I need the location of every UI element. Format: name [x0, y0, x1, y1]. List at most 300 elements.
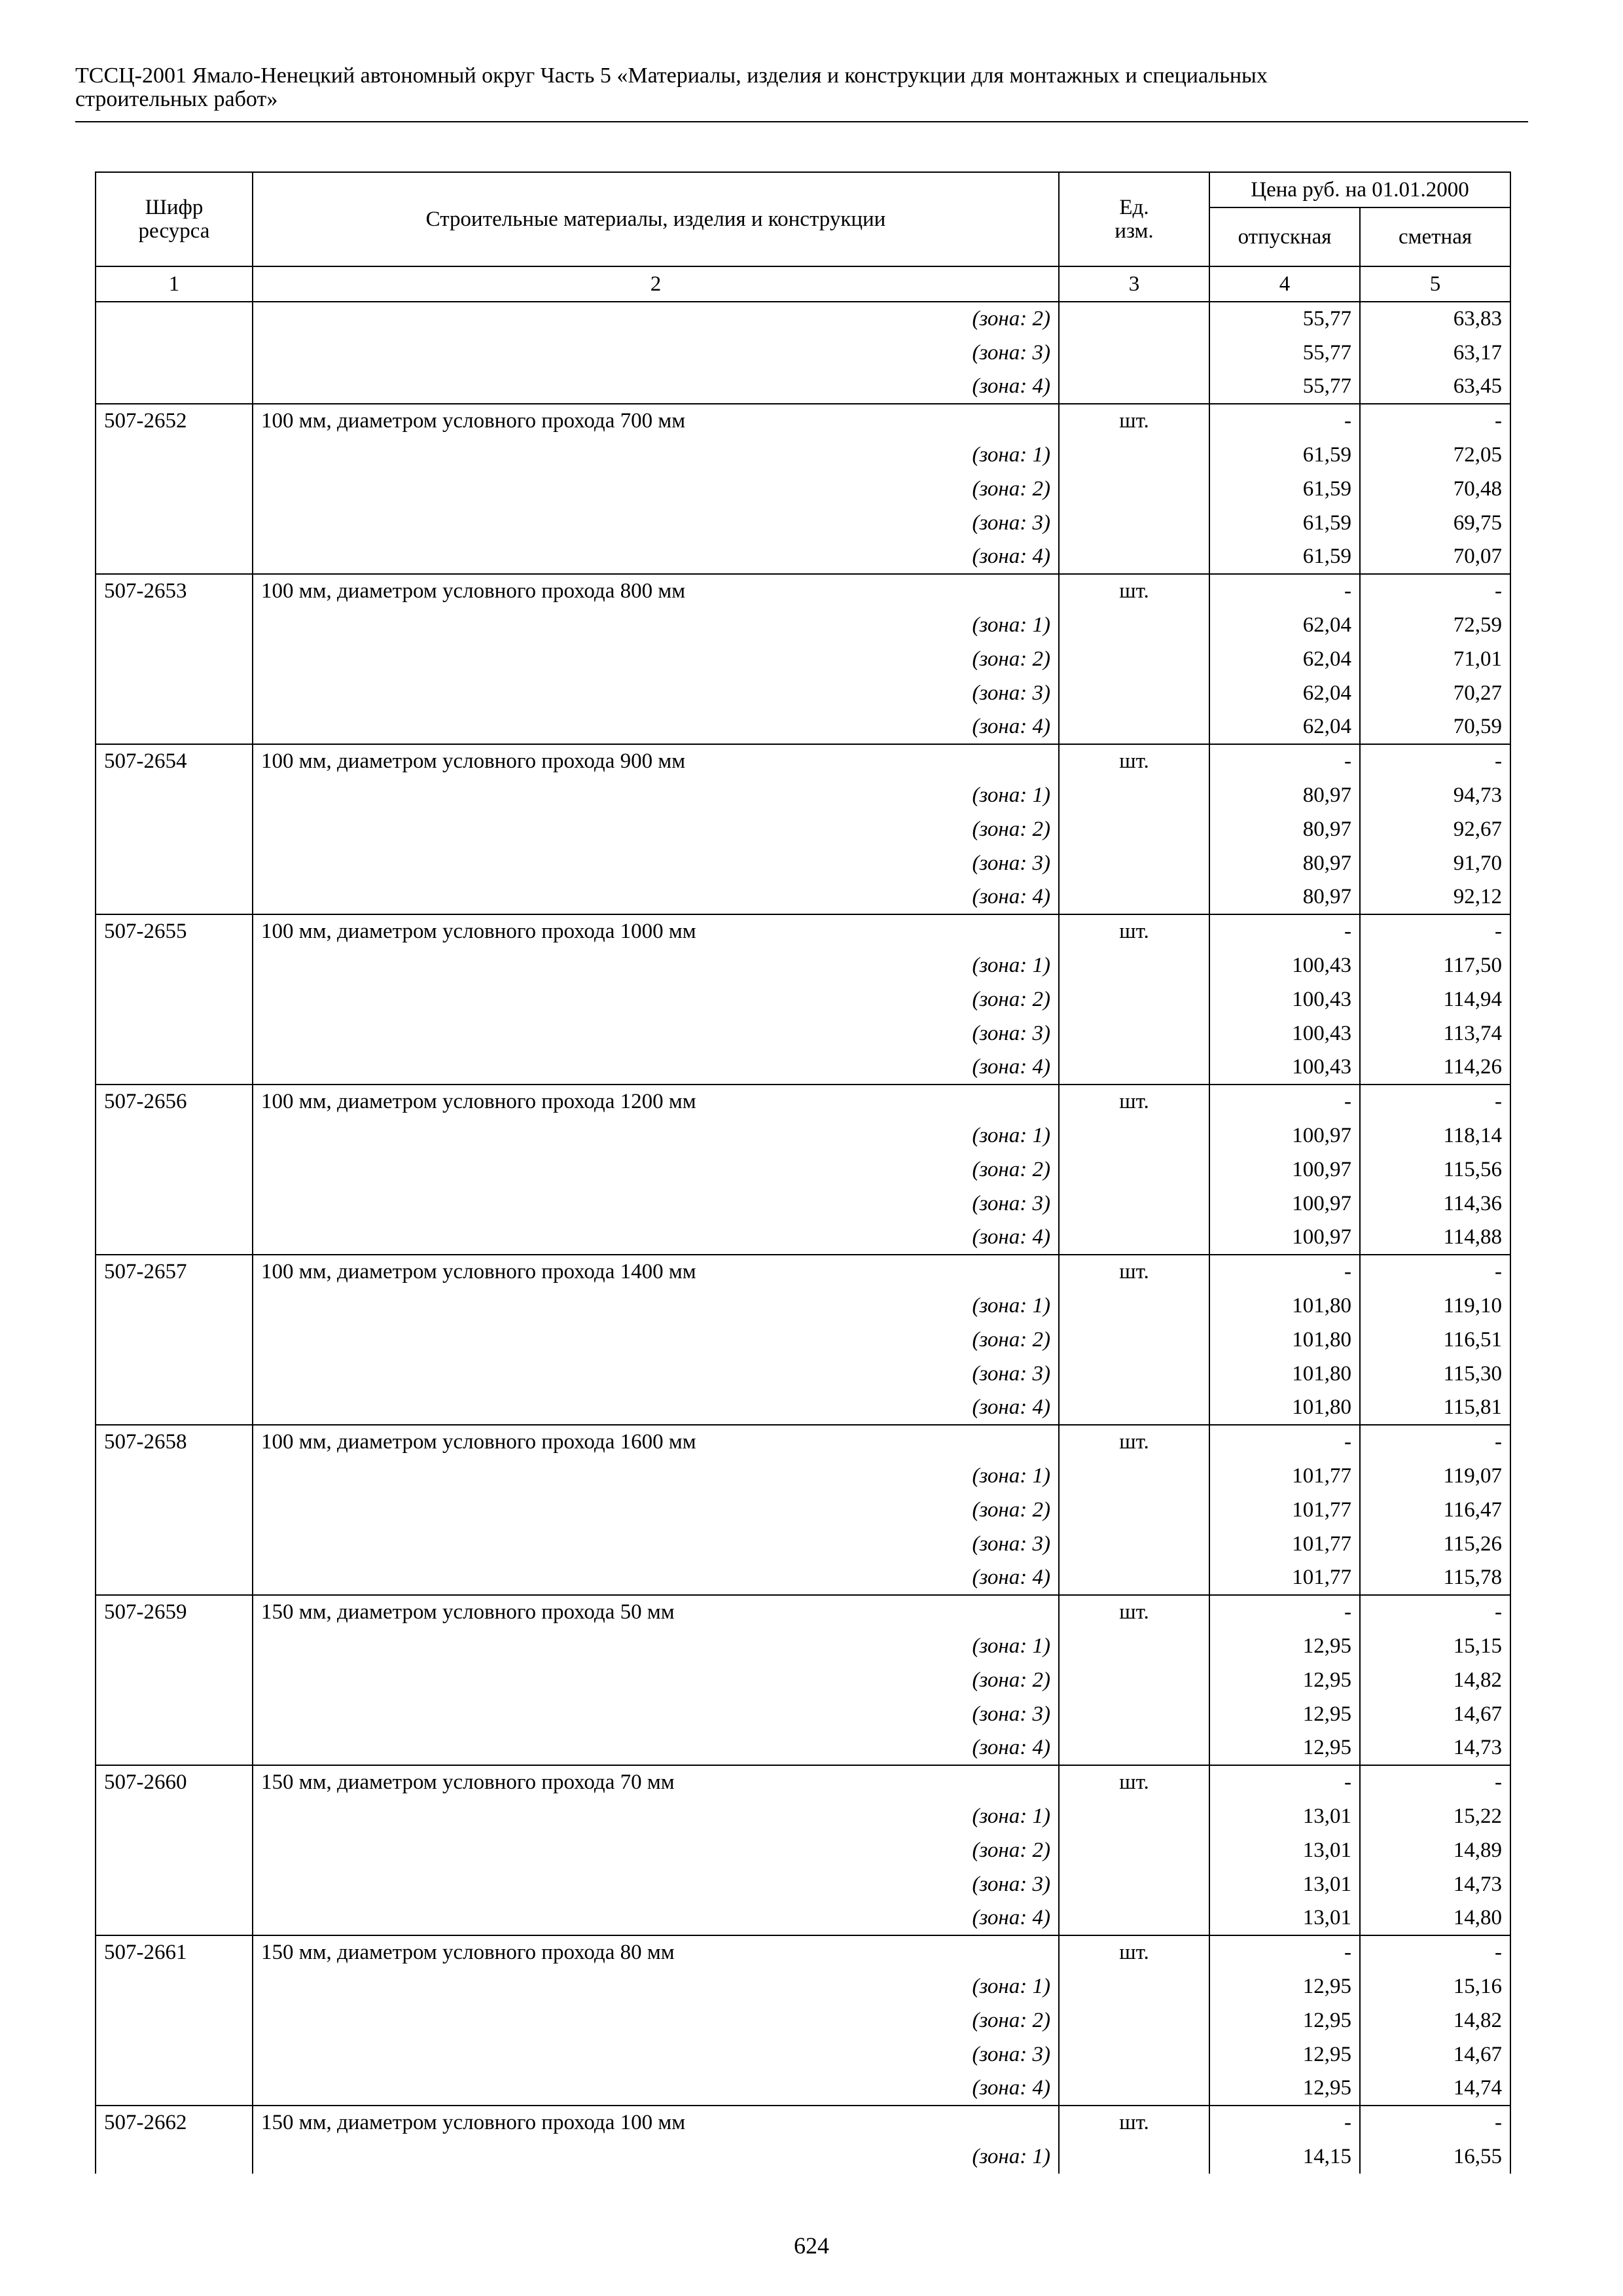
- estimate-price: 63,17: [1360, 336, 1510, 370]
- estimate-price: 72,59: [1360, 608, 1510, 642]
- unit-cell: [1059, 2037, 1209, 2072]
- release-price: 100,43: [1209, 982, 1360, 1016]
- unit-cell: [1059, 1833, 1209, 1867]
- header-release-price: отпускная: [1209, 207, 1360, 266]
- table-row: [96, 1425, 1510, 1459]
- zone-label: (зона: 1): [253, 1629, 1059, 1663]
- resource-name: 100 мм, диаметром условного прохода 1600 мм: [253, 1425, 1059, 1459]
- unit-cell: [1059, 540, 1209, 574]
- zone-row: [96, 1153, 1510, 1187]
- table-row: [96, 2106, 1510, 2140]
- zone-row: [96, 1221, 1510, 1255]
- estimate-price: 92,67: [1360, 812, 1510, 846]
- zone-label: (зона: 2): [253, 1493, 1059, 1527]
- unit-cell: [1059, 1969, 1209, 2003]
- release-price: -: [1209, 2106, 1360, 2140]
- unit-cell: [1059, 710, 1209, 744]
- code-cell: [96, 302, 253, 336]
- zone-row: [96, 1663, 1510, 1697]
- zone-row: [96, 982, 1510, 1016]
- release-price: -: [1209, 914, 1360, 948]
- code-cell: [96, 642, 253, 676]
- zone-row: [96, 1833, 1510, 1867]
- code-cell: [96, 1221, 253, 1255]
- release-price: 12,95: [1209, 2072, 1360, 2106]
- release-price: 101,77: [1209, 1493, 1360, 1527]
- zone-row: [96, 1867, 1510, 1901]
- zone-row: [96, 472, 1510, 506]
- unit: шт.: [1059, 914, 1209, 948]
- zone-label: (зона: 4): [253, 1901, 1059, 1935]
- code-cell: [96, 540, 253, 574]
- zone-label: (зона: 4): [253, 2072, 1059, 2106]
- unit-cell: [1059, 336, 1209, 370]
- zone-label: (зона: 3): [253, 1357, 1059, 1391]
- zone-label: (зона: 3): [253, 506, 1059, 540]
- resource-code: 507-2662: [96, 2106, 253, 2140]
- release-price: 62,04: [1209, 710, 1360, 744]
- release-price: 12,95: [1209, 2003, 1360, 2037]
- table-body: [96, 302, 1510, 2174]
- zone-label: (зона: 4): [253, 1731, 1059, 1765]
- resource-name: 100 мм, диаметром условного прохода 800 мм: [253, 574, 1059, 608]
- release-price: 101,77: [1209, 1459, 1360, 1493]
- zone-row: [96, 676, 1510, 710]
- unit-cell: [1059, 1119, 1209, 1153]
- code-cell: [96, 1289, 253, 1323]
- release-price: 80,97: [1209, 846, 1360, 880]
- zone-row: [96, 540, 1510, 574]
- zone-row: [96, 1561, 1510, 1595]
- column-number-5: 5: [1360, 266, 1510, 302]
- unit-cell: [1059, 472, 1209, 506]
- unit-cell: [1059, 676, 1209, 710]
- code-cell: [96, 846, 253, 880]
- code-cell: [96, 1663, 253, 1697]
- unit-cell: [1059, 982, 1209, 1016]
- resource-code: 507-2655: [96, 914, 253, 948]
- unit-cell: [1059, 880, 1209, 914]
- zone-label: (зона: 3): [253, 1187, 1059, 1221]
- code-cell: [96, 2037, 253, 2072]
- zone-label: (зона: 2): [253, 982, 1059, 1016]
- code-cell: [96, 1527, 253, 1561]
- release-price: 13,01: [1209, 1867, 1360, 1901]
- table-header: [96, 172, 1510, 302]
- zone-label: (зона: 3): [253, 2037, 1059, 2072]
- document-header: [75, 64, 1528, 111]
- release-price: 80,97: [1209, 812, 1360, 846]
- table-row: [96, 1765, 1510, 1799]
- release-price: 13,01: [1209, 1833, 1360, 1867]
- estimate-price: -: [1360, 1425, 1510, 1459]
- zone-label: (зона: 1): [253, 2140, 1059, 2174]
- unit: шт.: [1059, 1765, 1209, 1799]
- zone-row: [96, 1969, 1510, 2003]
- unit: шт.: [1059, 1255, 1209, 1289]
- zone-label: (зона: 1): [253, 1799, 1059, 1833]
- unit-cell: [1059, 1493, 1209, 1527]
- code-cell: [96, 812, 253, 846]
- zone-row: [96, 1187, 1510, 1221]
- estimate-price: 115,81: [1360, 1391, 1510, 1425]
- zone-label: (зона: 1): [253, 438, 1059, 472]
- release-price: -: [1209, 744, 1360, 778]
- zone-label: (зона: 2): [253, 1663, 1059, 1697]
- estimate-price: -: [1360, 1765, 1510, 1799]
- release-price: -: [1209, 1425, 1360, 1459]
- estimate-price: 116,47: [1360, 1493, 1510, 1527]
- estimate-price: 116,51: [1360, 1323, 1510, 1357]
- unit-cell: [1059, 642, 1209, 676]
- zone-label: (зона: 3): [253, 336, 1059, 370]
- zone-row: [96, 1016, 1510, 1050]
- release-price: 101,80: [1209, 1289, 1360, 1323]
- estimate-price: -: [1360, 574, 1510, 608]
- estimate-price: 115,30: [1360, 1357, 1510, 1391]
- estimate-price: -: [1360, 1935, 1510, 1969]
- code-cell: [96, 1357, 253, 1391]
- unit-cell: [1059, 2003, 1209, 2037]
- estimate-price: 114,88: [1360, 1221, 1510, 1255]
- estimate-price: 14,89: [1360, 1833, 1510, 1867]
- estimate-price: 14,82: [1360, 1663, 1510, 1697]
- header-title-line-2: строительных работ»: [75, 87, 278, 111]
- release-price: -: [1209, 1085, 1360, 1119]
- code-cell: [96, 1153, 253, 1187]
- estimate-price: 115,26: [1360, 1527, 1510, 1561]
- unit: шт.: [1059, 744, 1209, 778]
- estimate-price: 70,48: [1360, 472, 1510, 506]
- table-row: [96, 1085, 1510, 1119]
- estimate-price: 115,56: [1360, 1153, 1510, 1187]
- estimate-price: -: [1360, 2106, 1510, 2140]
- unit-cell: [1059, 1050, 1209, 1085]
- unit-cell: [1059, 1391, 1209, 1425]
- resource-code: 507-2660: [96, 1765, 253, 1799]
- unit-cell: [1059, 1799, 1209, 1833]
- estimate-price: 14,73: [1360, 1867, 1510, 1901]
- zone-row: [96, 336, 1510, 370]
- zone-row: [96, 1391, 1510, 1425]
- code-cell: [96, 1187, 253, 1221]
- unit-cell: [1059, 948, 1209, 982]
- zone-label: (зона: 4): [253, 710, 1059, 744]
- estimate-price: 14,67: [1360, 1697, 1510, 1731]
- zone-row: [96, 1629, 1510, 1663]
- code-cell: [96, 676, 253, 710]
- estimate-price: -: [1360, 404, 1510, 438]
- release-price: 61,59: [1209, 438, 1360, 472]
- code-cell: [96, 1050, 253, 1085]
- estimate-price: 69,75: [1360, 506, 1510, 540]
- estimate-price: 114,36: [1360, 1187, 1510, 1221]
- estimate-price: -: [1360, 1255, 1510, 1289]
- unit-cell: [1059, 1153, 1209, 1187]
- code-cell: [96, 336, 253, 370]
- unit-cell: [1059, 302, 1209, 336]
- estimate-price: 14,74: [1360, 2072, 1510, 2106]
- header-price-group: Цена руб. на 01.01.2000: [1209, 172, 1510, 207]
- estimate-price: 92,12: [1360, 880, 1510, 914]
- release-price: -: [1209, 1595, 1360, 1629]
- zone-row: [96, 1731, 1510, 1765]
- zone-label: (зона: 4): [253, 880, 1059, 914]
- estimate-price: 114,94: [1360, 982, 1510, 1016]
- zone-row: [96, 370, 1510, 404]
- code-cell: [96, 1697, 253, 1731]
- zone-label: (зона: 1): [253, 1459, 1059, 1493]
- unit-cell: [1059, 438, 1209, 472]
- release-price: 12,95: [1209, 2037, 1360, 2072]
- unit-cell: [1059, 1187, 1209, 1221]
- code-cell: [96, 982, 253, 1016]
- resource-name: 100 мм, диаметром условного прохода 700 мм: [253, 404, 1059, 438]
- resource-name: 100 мм, диаметром условного прохода 1000 мм: [253, 914, 1059, 948]
- estimate-price: 115,78: [1360, 1561, 1510, 1595]
- zone-row: [96, 438, 1510, 472]
- zone-label: (зона: 4): [253, 1050, 1059, 1085]
- unit-cell: [1059, 1867, 1209, 1901]
- unit-cell: [1059, 608, 1209, 642]
- zone-row: [96, 1527, 1510, 1561]
- release-price: 61,59: [1209, 540, 1360, 574]
- zone-row: [96, 1697, 1510, 1731]
- resource-name: 150 мм, диаметром условного прохода 100 мм: [253, 2106, 1059, 2140]
- code-cell: [96, 778, 253, 812]
- code-cell: [96, 1323, 253, 1357]
- zone-label: (зона: 1): [253, 1119, 1059, 1153]
- release-price: 13,01: [1209, 1799, 1360, 1833]
- code-cell: [96, 1459, 253, 1493]
- resource-name: 150 мм, диаметром условного прохода 50 мм: [253, 1595, 1059, 1629]
- unit-cell: [1059, 370, 1209, 404]
- zone-label: (зона: 1): [253, 778, 1059, 812]
- zone-label: (зона: 2): [253, 1153, 1059, 1187]
- zone-row: [96, 1459, 1510, 1493]
- column-number-2: 2: [253, 266, 1059, 302]
- estimate-price: 15,15: [1360, 1629, 1510, 1663]
- code-cell: [96, 1391, 253, 1425]
- estimate-price: 70,27: [1360, 676, 1510, 710]
- unit-cell: [1059, 1221, 1209, 1255]
- unit-cell: [1059, 506, 1209, 540]
- code-cell: [96, 948, 253, 982]
- header-rule: [75, 121, 1528, 122]
- unit-cell: [1059, 812, 1209, 846]
- header-estimate-price: сметная: [1360, 207, 1510, 266]
- code-cell: [96, 370, 253, 404]
- estimate-price: 14,80: [1360, 1901, 1510, 1935]
- table-row: [96, 914, 1510, 948]
- resource-name: 150 мм, диаметром условного прохода 80 мм: [253, 1935, 1059, 1969]
- zone-row: [96, 642, 1510, 676]
- zone-label: (зона: 1): [253, 948, 1059, 982]
- release-price: 12,95: [1209, 1629, 1360, 1663]
- zone-label: (зона: 2): [253, 2003, 1059, 2037]
- estimate-price: -: [1360, 744, 1510, 778]
- estimate-price: -: [1360, 1595, 1510, 1629]
- resource-code: 507-2656: [96, 1085, 253, 1119]
- estimate-price: -: [1360, 1085, 1510, 1119]
- release-price: 100,43: [1209, 948, 1360, 982]
- table-row: [96, 404, 1510, 438]
- estimate-price: 63,45: [1360, 370, 1510, 404]
- unit-cell: [1059, 1663, 1209, 1697]
- zone-row: [96, 812, 1510, 846]
- release-price: 13,01: [1209, 1901, 1360, 1935]
- estimate-price: 91,70: [1360, 846, 1510, 880]
- zone-label: (зона: 2): [253, 642, 1059, 676]
- resource-code: 507-2652: [96, 404, 253, 438]
- unit-cell: [1059, 2140, 1209, 2174]
- code-cell: [96, 1969, 253, 2003]
- release-price: -: [1209, 404, 1360, 438]
- unit-cell: [1059, 1527, 1209, 1561]
- zone-label: (зона: 4): [253, 1221, 1059, 1255]
- estimate-price: 119,10: [1360, 1289, 1510, 1323]
- unit: шт.: [1059, 1935, 1209, 1969]
- unit-cell: [1059, 1697, 1209, 1731]
- release-price: 14,15: [1209, 2140, 1360, 2174]
- code-cell: [96, 472, 253, 506]
- zone-row: [96, 2003, 1510, 2037]
- zone-label: (зона: 2): [253, 1833, 1059, 1867]
- column-number-4: 4: [1209, 266, 1360, 302]
- code-cell: [96, 438, 253, 472]
- code-cell: [96, 1833, 253, 1867]
- zone-label: (зона: 3): [253, 1867, 1059, 1901]
- unit: шт.: [1059, 1085, 1209, 1119]
- code-cell: [96, 710, 253, 744]
- zone-row: [96, 710, 1510, 744]
- unit-cell: [1059, 1016, 1209, 1050]
- estimate-price: 16,55: [1360, 2140, 1510, 2174]
- zone-row: [96, 608, 1510, 642]
- estimate-price: 119,07: [1360, 1459, 1510, 1493]
- release-price: 55,77: [1209, 336, 1360, 370]
- unit-cell: [1059, 1629, 1209, 1663]
- code-cell: [96, 2003, 253, 2037]
- estimate-price: 70,59: [1360, 710, 1510, 744]
- price-table: [95, 171, 1511, 2174]
- estimate-price: 15,22: [1360, 1799, 1510, 1833]
- zone-label: (зона: 3): [253, 1697, 1059, 1731]
- unit: шт.: [1059, 404, 1209, 438]
- zone-label: (зона: 3): [253, 846, 1059, 880]
- resource-name: 100 мм, диаметром условного прохода 1400 мм: [253, 1255, 1059, 1289]
- code-cell: [96, 1629, 253, 1663]
- unit-cell: [1059, 1357, 1209, 1391]
- code-cell: [96, 1493, 253, 1527]
- zone-label: (зона: 1): [253, 1969, 1059, 2003]
- code-cell: [96, 506, 253, 540]
- resource-name: 100 мм, диаметром условного прохода 900 мм: [253, 744, 1059, 778]
- release-price: -: [1209, 574, 1360, 608]
- estimate-price: 70,07: [1360, 540, 1510, 574]
- zone-row: [96, 948, 1510, 982]
- release-price: 12,95: [1209, 1969, 1360, 2003]
- zone-row: [96, 1799, 1510, 1833]
- zone-label: (зона: 4): [253, 540, 1059, 574]
- zone-row: [96, 1050, 1510, 1085]
- release-price: 12,95: [1209, 1663, 1360, 1697]
- release-price: 101,77: [1209, 1561, 1360, 1595]
- estimate-price: 113,74: [1360, 1016, 1510, 1050]
- estimate-price: 14,73: [1360, 1731, 1510, 1765]
- code-cell: [96, 2140, 253, 2174]
- unit-cell: [1059, 2072, 1209, 2106]
- zone-label: (зона: 3): [253, 676, 1059, 710]
- resource-code: 507-2661: [96, 1935, 253, 1969]
- zone-row: [96, 880, 1510, 914]
- zone-row: [96, 506, 1510, 540]
- code-cell: [96, 880, 253, 914]
- unit-cell: [1059, 1289, 1209, 1323]
- release-price: 61,59: [1209, 472, 1360, 506]
- resource-name: 100 мм, диаметром условного прохода 1200 мм: [253, 1085, 1059, 1119]
- zone-label: (зона: 3): [253, 1016, 1059, 1050]
- unit-cell: [1059, 1731, 1209, 1765]
- release-price: 62,04: [1209, 608, 1360, 642]
- zone-row: [96, 1289, 1510, 1323]
- resource-code: 507-2659: [96, 1595, 253, 1629]
- header-unit: Ед. изм.: [1059, 172, 1209, 266]
- release-price: 100,97: [1209, 1119, 1360, 1153]
- unit: шт.: [1059, 574, 1209, 608]
- zone-label: (зона: 2): [253, 812, 1059, 846]
- release-price: 101,77: [1209, 1527, 1360, 1561]
- unit-cell: [1059, 1459, 1209, 1493]
- release-price: 100,97: [1209, 1221, 1360, 1255]
- estimate-price: 72,05: [1360, 438, 1510, 472]
- release-price: 12,95: [1209, 1731, 1360, 1765]
- release-price: 12,95: [1209, 1697, 1360, 1731]
- zone-row: [96, 846, 1510, 880]
- release-price: 100,43: [1209, 1050, 1360, 1085]
- table-row: [96, 1935, 1510, 1969]
- zone-row: [96, 302, 1510, 336]
- estimate-price: 114,26: [1360, 1050, 1510, 1085]
- column-number-1: 1: [96, 266, 253, 302]
- zone-row: [96, 2140, 1510, 2174]
- unit: шт.: [1059, 1425, 1209, 1459]
- code-cell: [96, 1561, 253, 1595]
- release-price: 100,97: [1209, 1153, 1360, 1187]
- code-cell: [96, 1016, 253, 1050]
- code-cell: [96, 608, 253, 642]
- release-price: 61,59: [1209, 506, 1360, 540]
- page-number: 624: [794, 2233, 829, 2259]
- table-row: [96, 1595, 1510, 1629]
- resource-code: 507-2658: [96, 1425, 253, 1459]
- code-cell: [96, 1119, 253, 1153]
- release-price: 100,97: [1209, 1187, 1360, 1221]
- resource-code: 507-2654: [96, 744, 253, 778]
- release-price: -: [1209, 1765, 1360, 1799]
- zone-row: [96, 2072, 1510, 2106]
- code-cell: [96, 1901, 253, 1935]
- estimate-price: 15,16: [1360, 1969, 1510, 2003]
- estimate-price: 94,73: [1360, 778, 1510, 812]
- table-row: [96, 744, 1510, 778]
- zone-row: [96, 1323, 1510, 1357]
- estimate-price: 117,50: [1360, 948, 1510, 982]
- release-price: 55,77: [1209, 370, 1360, 404]
- release-price: 101,80: [1209, 1391, 1360, 1425]
- release-price: 55,77: [1209, 302, 1360, 336]
- zone-label: (зона: 4): [253, 1561, 1059, 1595]
